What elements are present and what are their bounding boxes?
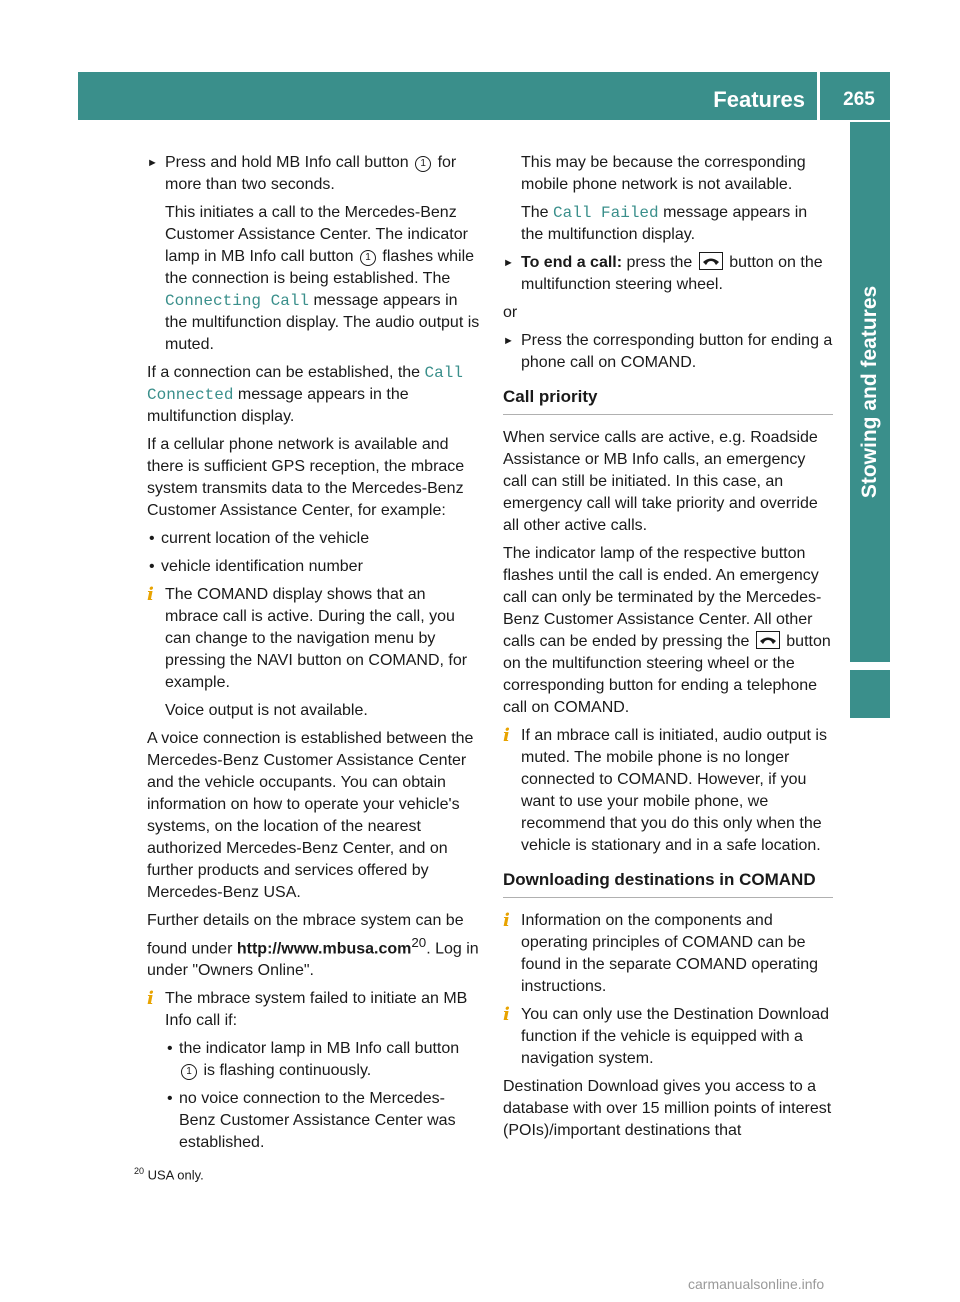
list-item: • the indicator lamp in MB Info call button 1 is flashing continuously. [167, 1040, 460, 1080]
heading-downloading-destinations: Downloading destinations in COMAND [503, 869, 833, 898]
paragraph: A voice connection is established between the Mercedes-Benz Customer Assistance Center and the vehicle occupants. You can obtain information on how to operate your vehicle's systems, on the location of the nearest authorized Mercedes-Benz Center, and on further products and services offered by Mercedes-Benz USA. [147, 730, 474, 901]
paragraph: The Call Failed message appears in the multifunction display. [521, 204, 808, 243]
paragraph: Further details on the mbrace system can be found under http://www.mbusa.com$^{20}$. Log in under "Owners Online". [147, 912, 479, 980]
info-icon: i [147, 988, 154, 1010]
step-arrow-icon: ► [503, 257, 514, 269]
info-icon: i [503, 1004, 510, 1025]
right-column [503, 152, 833, 1148]
chapter-tab-label: Stowing and features [858, 285, 881, 499]
footnote-ref: 20 [411, 935, 427, 950]
watermark: carmanualsonline.info [688, 1276, 825, 1292]
paragraph: When service calls are active, e.g. Roadside Assistance or MB Info calls, an emergency call can still be initiated. In this case, an emergency call will take priority and override all other active calls. [503, 429, 818, 534]
paragraph: The indicator lamp of the respective button flashes until the call is ended. An emergency call can only be terminated by the Mercedes-Benz Customer Assistance Center. All other calls can be ended by pressing the button on the multifunction steering wheel or the corresponding button for ending a telephone call on COMAND. [503, 545, 831, 716]
paragraph: Destination Download gives you access to a database with over 15 million points of interest (POIs)/important destinations that [503, 1078, 832, 1139]
bullet-icon: • [167, 1040, 173, 1058]
info-note: i You can only use the Destination Download function if the vehicle is equipped with a navigation system. [503, 1004, 830, 1067]
number-1-icon: 1 [360, 250, 376, 266]
url-link[interactable]: http://www.mbusa.com [236, 940, 412, 958]
info-note: i The mbrace system failed to initiate an MB Info call if: [147, 988, 468, 1030]
number-1-icon: 1 [415, 156, 431, 172]
display-message-connecting-call: Connecting Call [165, 292, 310, 310]
left-column [147, 152, 481, 1160]
bullet-icon: • [167, 1090, 173, 1108]
list-item: • no voice connection to the Mercedes-Benz Customer Assistance Center was established. [167, 1090, 456, 1152]
paragraph: This may be because the corresponding mobile phone network is not available. [521, 154, 806, 193]
info-icon: i [147, 584, 154, 605]
info-note: i Information on the components and operating principles of COMAND can be found in the separate COMAND operating instructions. [503, 910, 819, 995]
heading-call-priority: Call priority [503, 386, 833, 415]
paragraph: If a connection can be established, the Call Connected message appears in the multifunction display. [147, 364, 463, 425]
or-text: or [503, 304, 518, 321]
info-icon: i [503, 725, 510, 746]
list-item: • vehicle identification number [147, 556, 481, 578]
header-bar [78, 72, 890, 120]
info-note: i If an mbrace call is initiated, audio output is muted. The mobile phone is no longer connected to COMAND. However, if you want to use your mobile phone, we recommend that you do this only when the vehicle is stationary and in a safe location. [503, 725, 827, 854]
bullet-icon: • [149, 530, 155, 547]
end-call-icon [756, 631, 780, 649]
display-message-call-connected: Call Connected [147, 364, 463, 404]
step-arrow-icon: ► [503, 335, 514, 347]
step-arrow-icon: ► [147, 157, 158, 169]
paragraph: If a cellular phone network is available and there is sufficient GPS reception, the mbrace system transmits data to the Mercedes-Benz Customer Assistance Center, for example: [147, 436, 465, 519]
step-continuation: This initiates a call to the Mercedes-Benz Customer Assistance Center. The indicator lamp in MB Info call button 1 flashes while the connection is being established. The Connecting Call message appears in the multifunction display. The audio output is muted. [165, 204, 480, 353]
step-alt: ► Press the corresponding button for ending a phone call on COMAND. [503, 332, 833, 371]
display-message-call-failed: Call Failed [553, 204, 659, 222]
page-number: 265 [843, 89, 875, 110]
footnote: $^{20}$ USA only. [134, 1166, 204, 1183]
step-press-hold: ► Press and hold MB Info call button 1 for more than two seconds. [147, 154, 457, 193]
section-title: Features [713, 72, 820, 120]
chapter-tab [850, 122, 890, 662]
step-end-call: ► To end a call: press the button on the multifunction steering wheel. [503, 254, 823, 293]
bullet-icon: • [149, 558, 155, 575]
chapter-tab-marker [850, 670, 890, 718]
number-1-icon: 1 [181, 1064, 197, 1080]
info-note: i The COMAND display shows that an mbrace call is active. During the call, you can change to the navigation menu by pressing the NAVI button on COMAND, for example. Voice output is not available. [147, 584, 468, 719]
end-call-icon [699, 252, 723, 270]
info-icon: i [503, 910, 510, 931]
list-item: • current location of the vehicle [147, 528, 481, 550]
